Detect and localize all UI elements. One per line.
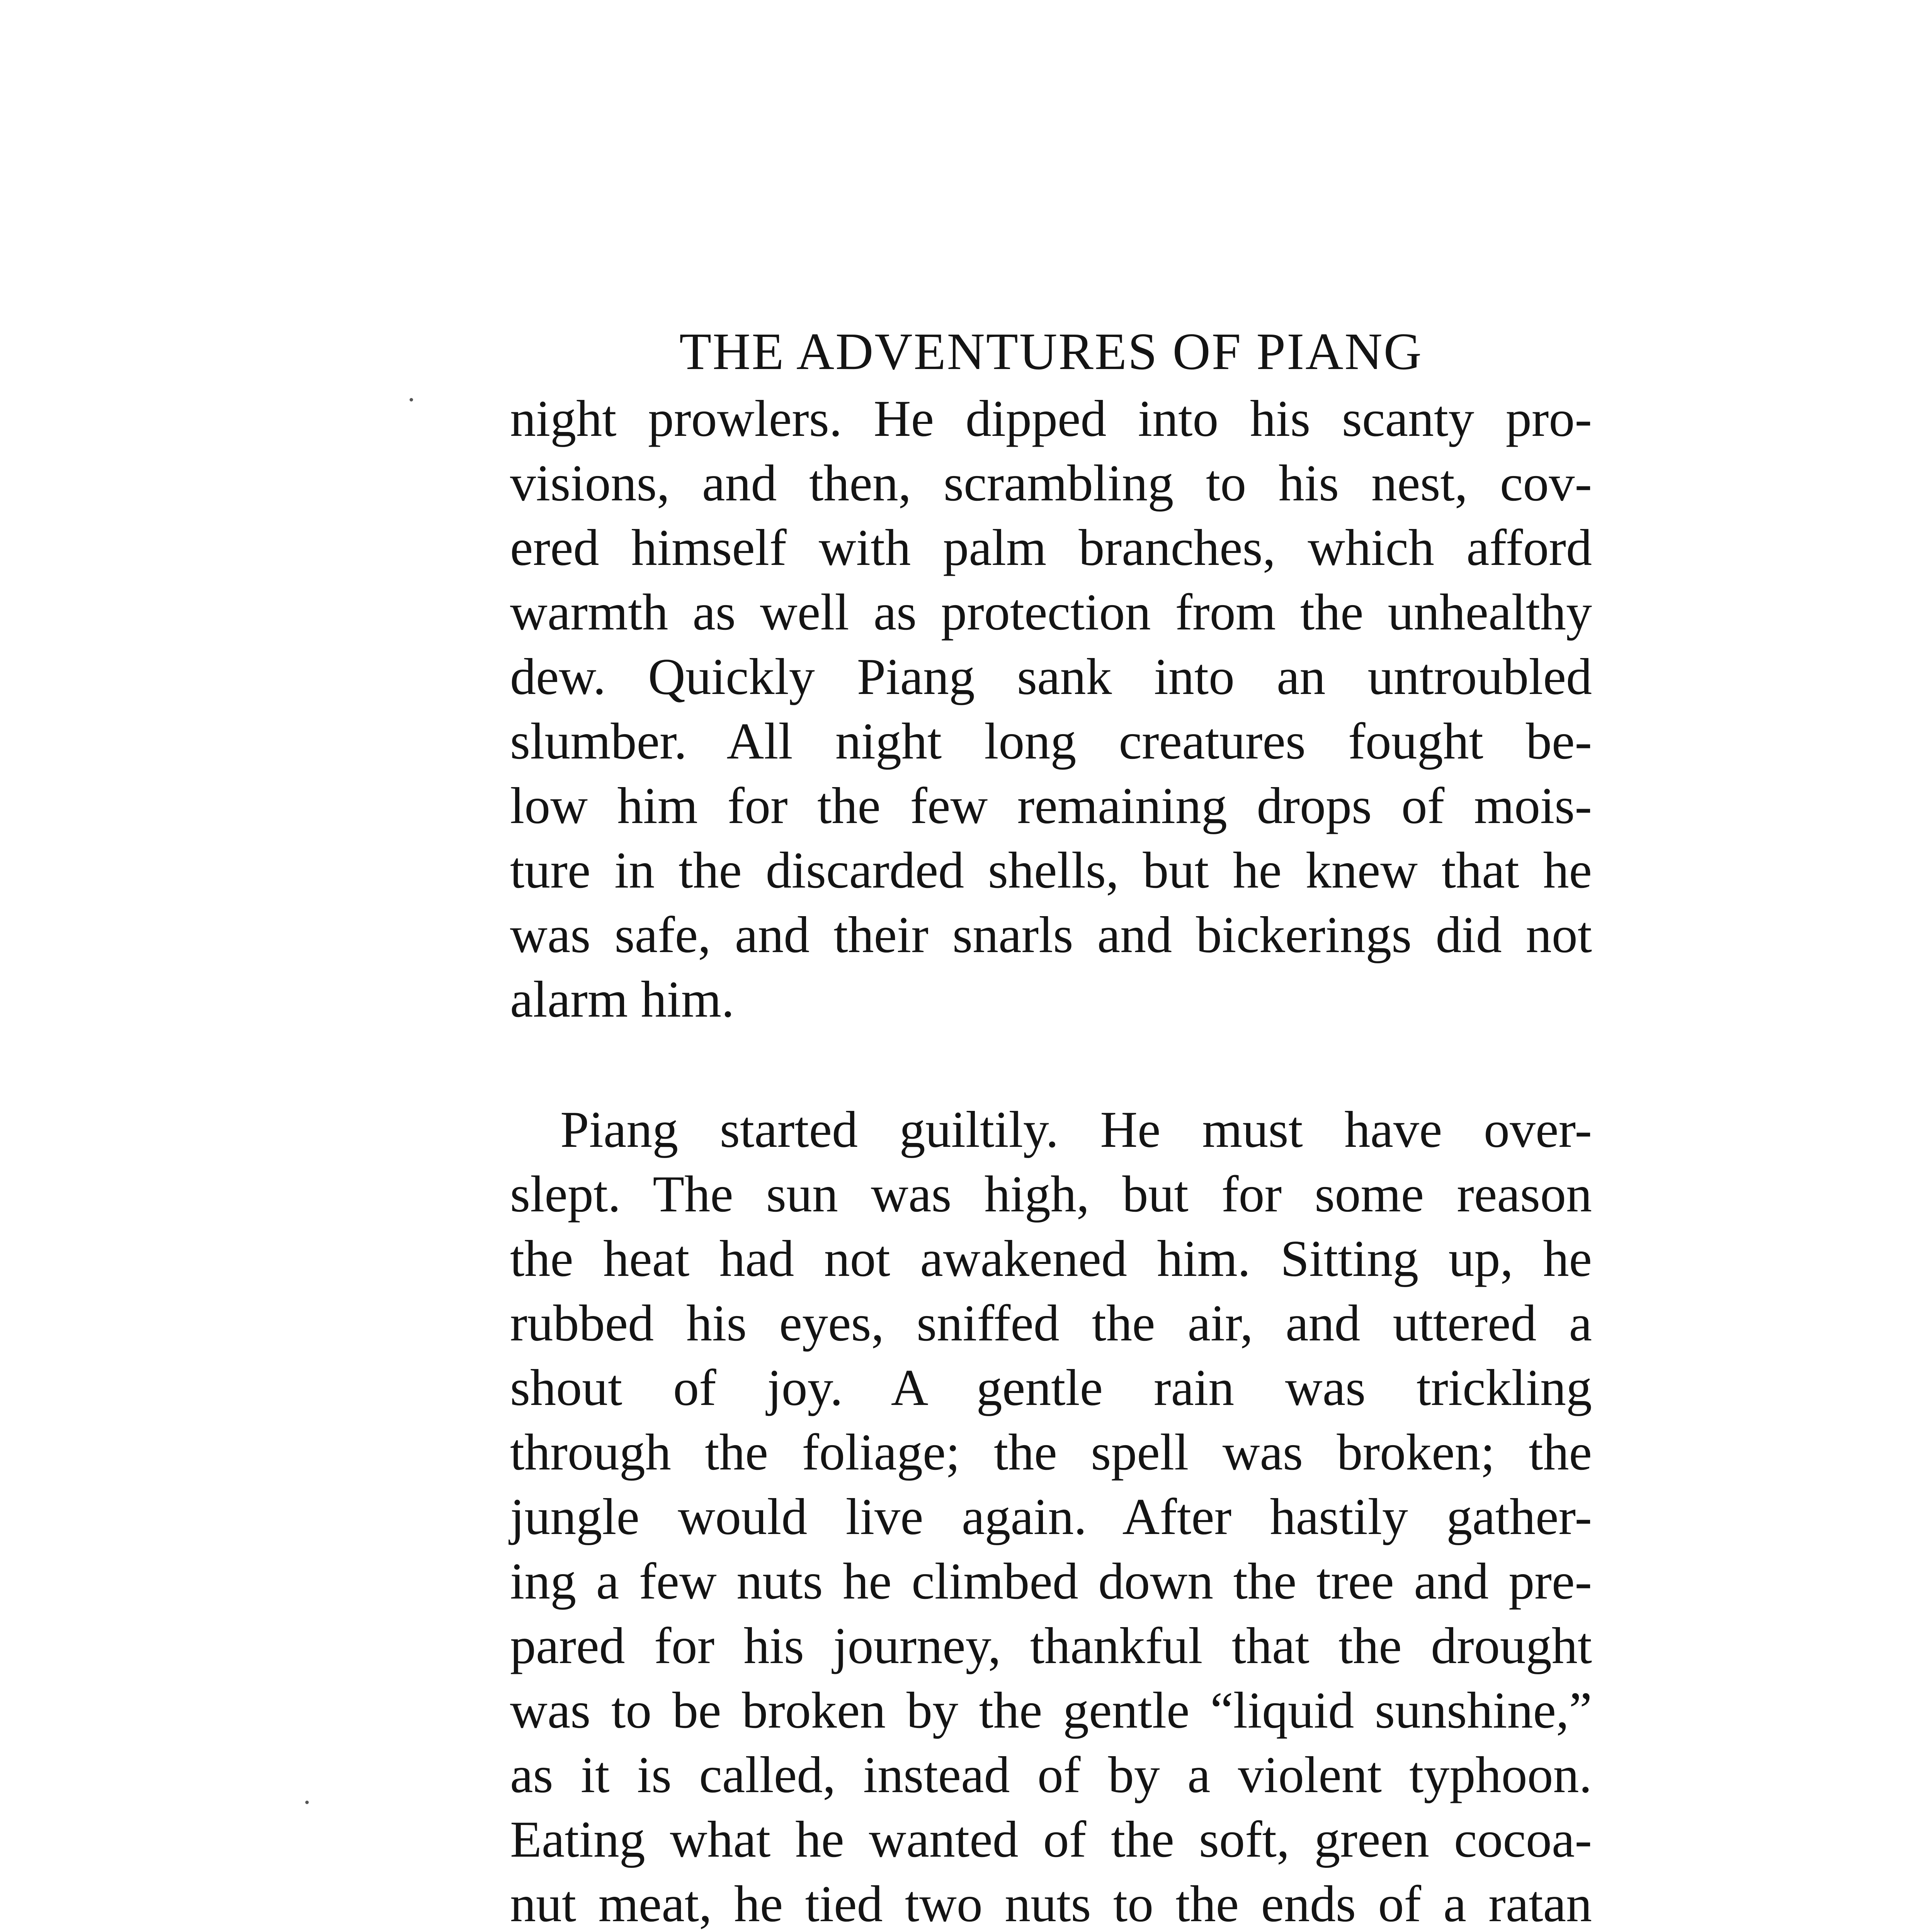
text-line: rubbed his eyes, sniffed the air, and uttered a: [510, 1294, 1592, 1352]
text-line: dew. Quickly Piang sank into an untroubled: [510, 648, 1592, 705]
text-line: alarm him.: [510, 971, 735, 1028]
text-line: through the foliage; the spell was broken; the: [510, 1423, 1592, 1481]
text-line: visions, and then, scrambling to his nest, cov-: [510, 454, 1592, 512]
text-line: ered himself with palm branches, which afford: [510, 519, 1592, 576]
text-line: pared for his journey, thankful that the drought: [510, 1617, 1592, 1674]
text-line: as it is called, instead of by a violent typhoon.: [510, 1746, 1592, 1803]
scan-speck: [305, 1801, 309, 1804]
text-line: night prowlers. He dipped into his scanty pro-: [510, 390, 1592, 447]
scan-speck: [410, 398, 413, 401]
paragraph-1: [510, 386, 1592, 1032]
text-line: ture in the discarded shells, but he knew that he: [510, 842, 1592, 899]
text-line: low him for the few remaining drops of mois-: [510, 777, 1592, 834]
text-line: the heat had not awakened him. Sitting up, he: [510, 1230, 1592, 1287]
text-line: shout of joy. A gentle rain was trickling: [510, 1359, 1592, 1416]
text-line: was safe, and their snarls and bickerings did not: [510, 906, 1592, 963]
text-line: Piang started guiltily. He must have over-: [560, 1101, 1592, 1158]
text-line: warmth as well as protection from the unhealthy: [510, 583, 1592, 641]
running-title: THE ADVENTURES OF PIANG: [679, 323, 1423, 381]
text-line: Eating what he wanted of the soft, green cocoa-: [510, 1811, 1592, 1868]
text-line: was to be broken by the gentle “liquid sunshine,”: [510, 1682, 1592, 1739]
text-line: ing a few nuts he climbed down the tree and pre-: [510, 1553, 1592, 1610]
text-line: jungle would live again. After hastily gather-: [510, 1488, 1592, 1545]
text-line: slept. The sun was high, but for some reason: [510, 1165, 1592, 1223]
paragraph-2: [510, 1097, 1592, 1932]
text-line: nut meat, he tied two nuts to the ends of a ratan: [510, 1875, 1592, 1932]
text-line: slumber. All night long creatures fought be-: [510, 713, 1592, 770]
